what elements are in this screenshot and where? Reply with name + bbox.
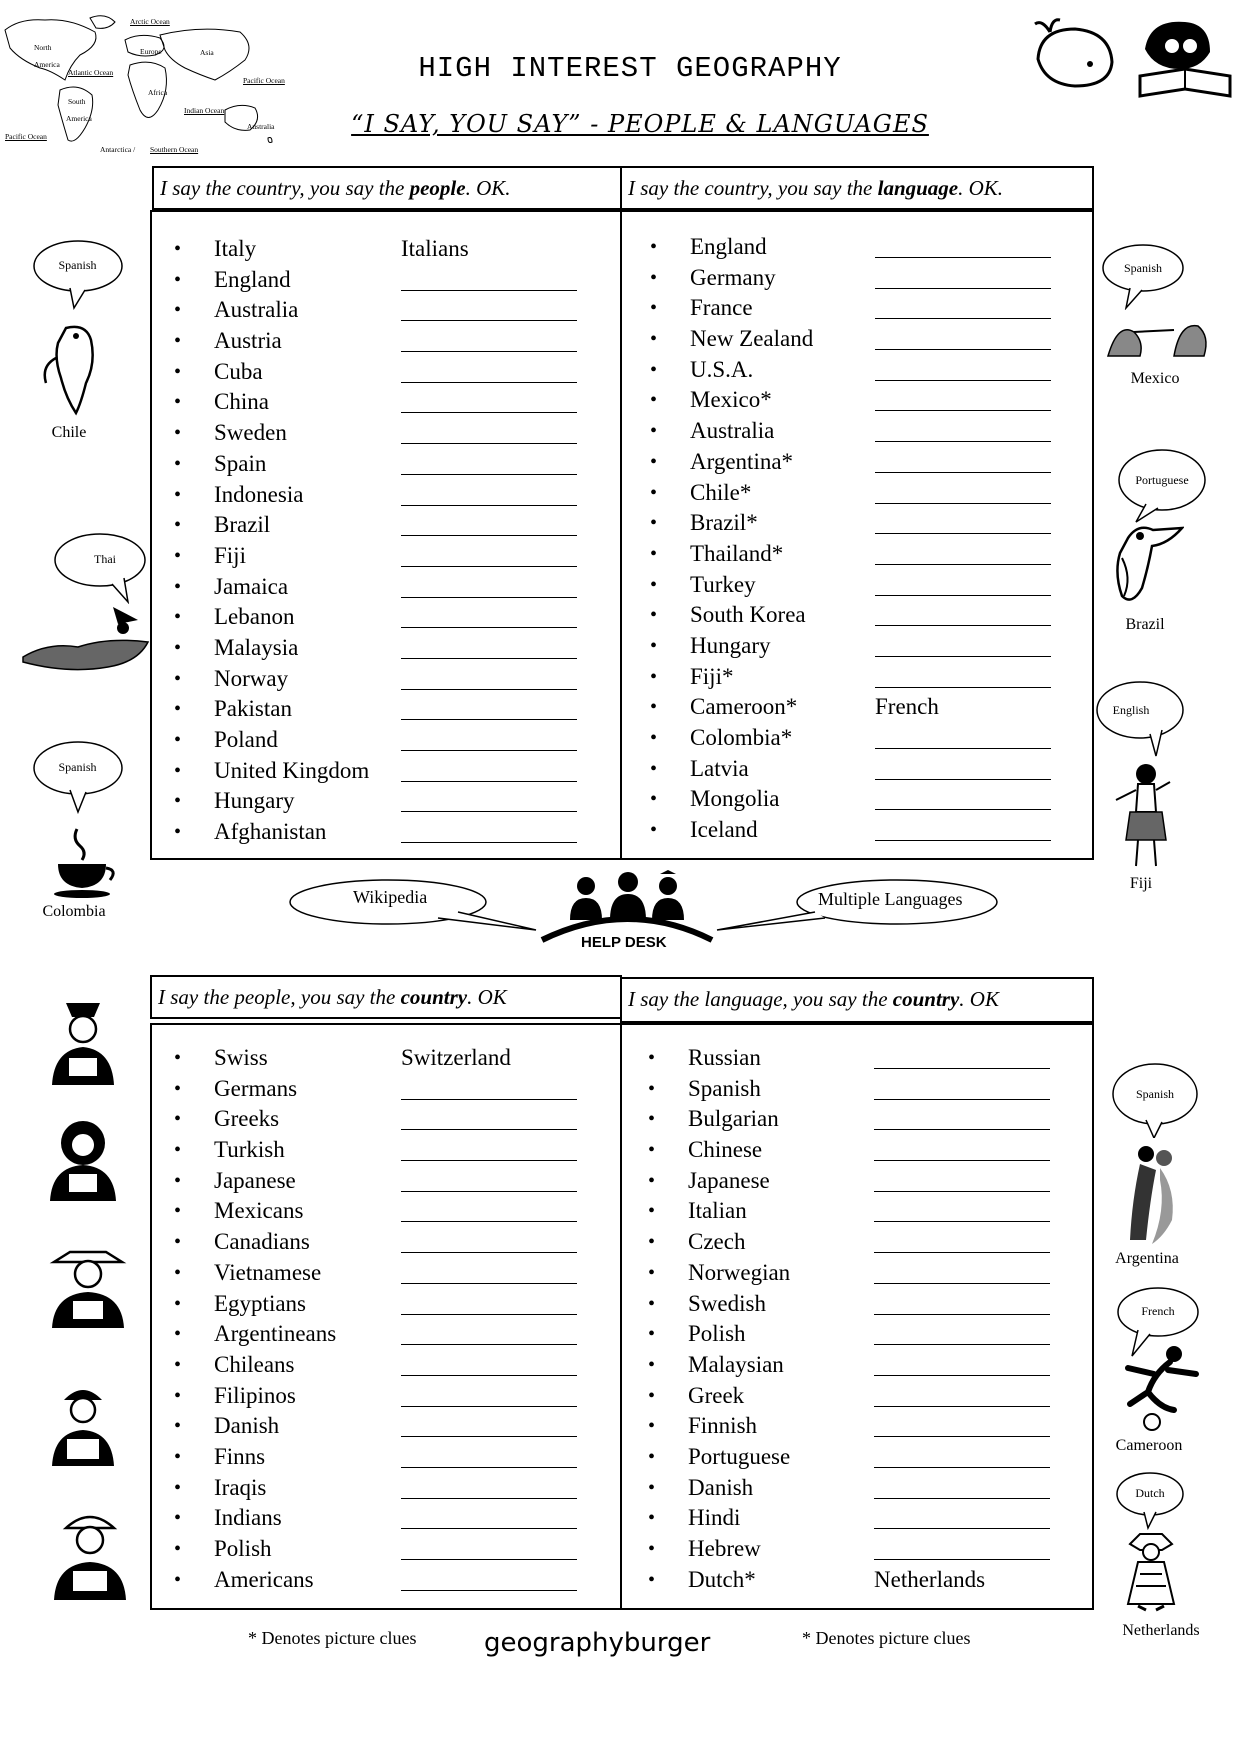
item-prompt: Lebanon bbox=[214, 604, 295, 630]
footer-note-right: * Denotes picture clues bbox=[802, 1628, 971, 1648]
mexico-bubble-text: Spanish bbox=[1123, 261, 1162, 275]
answer-blank[interactable] bbox=[401, 602, 577, 628]
item-prompt: Indonesia bbox=[214, 481, 304, 507]
item-prompt: Indians bbox=[214, 1505, 282, 1531]
item-prompt: China bbox=[214, 389, 269, 415]
language-heading-text: I say the country, you say the bbox=[628, 176, 878, 200]
chile-bubble-text: Spanish bbox=[58, 258, 97, 272]
item-prompt: Iceland bbox=[690, 817, 758, 843]
answer-blank[interactable] bbox=[874, 1350, 1050, 1376]
answer-blank[interactable] bbox=[875, 416, 1051, 442]
answer-blank[interactable] bbox=[874, 1411, 1050, 1437]
answer-blank[interactable] bbox=[401, 387, 577, 413]
item-prompt: Germany bbox=[690, 264, 776, 290]
person-icon-3 bbox=[44, 1238, 132, 1330]
item-prompt: Australia bbox=[214, 297, 299, 323]
mexico-label: Mexico bbox=[1130, 370, 1180, 387]
item-prompt: Swiss bbox=[214, 1045, 268, 1070]
cameroon-label: Cameroon bbox=[1115, 1437, 1183, 1454]
item-prompt: Bulgarian bbox=[688, 1106, 779, 1132]
item-prompt: Cameroon* bbox=[690, 694, 798, 720]
soccer-player-icon bbox=[1110, 1344, 1206, 1432]
thai-farmer-icon bbox=[18, 602, 153, 677]
item-prompt: England bbox=[690, 234, 767, 259]
language-to-country-heading bbox=[620, 977, 1094, 1023]
item-prompt: Australia bbox=[690, 418, 775, 444]
item-prompt: Greeks bbox=[214, 1106, 280, 1132]
item-prompt: Colombia* bbox=[690, 725, 793, 750]
language-to-country-heading-bold: country bbox=[892, 987, 960, 1011]
item-prompt: Poland bbox=[214, 727, 278, 752]
answer-blank[interactable] bbox=[401, 1135, 577, 1161]
map-label-australia: Australia bbox=[247, 122, 275, 131]
item-prompt: Norway bbox=[214, 665, 289, 691]
colombia-label: Colombia bbox=[42, 903, 106, 920]
answer-blank[interactable] bbox=[875, 600, 1051, 626]
item-prompt: Finns bbox=[214, 1443, 266, 1469]
page-title: HIGH INTEREST GEOGRAPHY bbox=[418, 52, 842, 85]
item-prompt: Chile* bbox=[690, 479, 752, 505]
answer-blank[interactable] bbox=[401, 1534, 577, 1560]
item-prompt: Greek bbox=[688, 1382, 745, 1408]
people-heading-bold: people bbox=[409, 176, 466, 200]
item-prompt: Turkish bbox=[214, 1137, 285, 1163]
answer-blank[interactable] bbox=[401, 1565, 577, 1591]
netherlands-bubble-text: Dutch bbox=[1135, 1486, 1165, 1500]
item-prompt: Hungary bbox=[690, 632, 771, 658]
item-prompt: Fiji* bbox=[690, 663, 734, 689]
people-to-country-heading bbox=[150, 975, 622, 1019]
item-answer: Italians bbox=[401, 236, 469, 261]
mexican-dancers-icon bbox=[1104, 312, 1214, 360]
item-prompt: Brazil bbox=[214, 512, 271, 538]
answer-blank[interactable] bbox=[875, 784, 1051, 810]
cameroon-bubble-text: French bbox=[1141, 1304, 1175, 1318]
answer-blank[interactable] bbox=[401, 725, 577, 751]
netherlands-speech-bubble bbox=[1114, 1470, 1186, 1530]
item-prompt: Hungary bbox=[214, 788, 295, 814]
answer-blank[interactable] bbox=[401, 1319, 577, 1345]
item-prompt: Argentineans bbox=[214, 1321, 337, 1347]
chile-label: Chile bbox=[51, 424, 87, 441]
answer-blank[interactable] bbox=[875, 385, 1051, 411]
map-label-indian: Indian Ocean bbox=[184, 106, 225, 115]
brazil-bubble-text: Portuguese bbox=[1135, 473, 1189, 487]
item-answer: Netherlands bbox=[874, 1566, 986, 1592]
answer-blank[interactable] bbox=[401, 1411, 577, 1437]
answer-blank[interactable] bbox=[401, 1258, 577, 1284]
answer-blank[interactable] bbox=[401, 480, 577, 506]
answer-blank[interactable] bbox=[401, 817, 577, 843]
answer-blank[interactable] bbox=[401, 1166, 577, 1192]
answer-blank[interactable] bbox=[401, 265, 577, 291]
language-heading-end: . OK. bbox=[958, 176, 1004, 200]
multiple-languages-bubble-label: Multiple Languages bbox=[818, 889, 963, 909]
item-prompt: Hebrew bbox=[688, 1536, 761, 1561]
item-prompt: Latvia bbox=[690, 755, 749, 781]
argentina-bubble-text: Spanish bbox=[1135, 1087, 1174, 1101]
item-prompt: Vietnamese bbox=[214, 1259, 322, 1285]
answer-blank[interactable] bbox=[401, 1350, 577, 1376]
answer-blank[interactable] bbox=[401, 572, 577, 598]
person-icon-1 bbox=[44, 995, 122, 1087]
answer-blank[interactable] bbox=[401, 664, 577, 690]
item-prompt: Mongolia bbox=[690, 786, 780, 812]
answer-blank[interactable] bbox=[401, 1104, 577, 1130]
answer-blank[interactable] bbox=[874, 1289, 1050, 1315]
toucan-icon bbox=[1108, 518, 1184, 608]
item-prompt: Japanese bbox=[214, 1167, 296, 1193]
item-prompt: Malaysia bbox=[214, 634, 299, 660]
argentina-speech-bubble bbox=[1110, 1060, 1200, 1138]
fiji-label: Fiji bbox=[1129, 875, 1153, 892]
answer-blank[interactable] bbox=[401, 418, 577, 444]
people-section-heading bbox=[152, 166, 622, 210]
answer-blank[interactable] bbox=[875, 263, 1051, 289]
colombia-bubble-text: Spanish bbox=[58, 760, 97, 774]
answer-blank[interactable] bbox=[874, 1258, 1050, 1284]
item-prompt: Danish bbox=[214, 1413, 280, 1439]
answer-blank[interactable] bbox=[401, 694, 577, 720]
item-prompt: Danish bbox=[688, 1474, 754, 1500]
netherlands-label: Netherlands bbox=[1122, 1622, 1200, 1639]
footer-note-left: * Denotes picture clues bbox=[248, 1628, 417, 1648]
answer-blank[interactable] bbox=[401, 449, 577, 475]
map-label-pacific-left: Pacific Ocean bbox=[5, 132, 47, 141]
item-prompt: Japanese bbox=[688, 1167, 770, 1193]
reader-icon bbox=[1130, 14, 1235, 104]
page-subtitle: “I SAY, YOU SAY” - PEOPLE & LANGUAGES bbox=[351, 110, 929, 138]
item-prompt: England bbox=[214, 266, 291, 292]
answer-blank[interactable] bbox=[874, 1135, 1050, 1161]
item-prompt: Afghanistan bbox=[214, 819, 327, 845]
answer-blank[interactable] bbox=[874, 1319, 1050, 1345]
answer-blank[interactable] bbox=[401, 357, 577, 383]
people-heading-text: I say the country, you say the bbox=[160, 176, 410, 200]
answer-blank[interactable] bbox=[875, 815, 1051, 841]
item-prompt: Sweden bbox=[214, 420, 287, 446]
wikipedia-bubble-label: Wikipedia bbox=[353, 887, 428, 907]
answer-blank[interactable] bbox=[401, 1196, 577, 1222]
answer-blank[interactable] bbox=[874, 1104, 1050, 1130]
item-prompt: Mexicans bbox=[214, 1198, 304, 1224]
item-prompt: Italy bbox=[214, 236, 257, 261]
answer-blank[interactable] bbox=[875, 324, 1051, 350]
people-to-country-heading-text: I say the people, you say the bbox=[158, 985, 401, 1009]
item-prompt: Filipinos bbox=[214, 1382, 296, 1408]
item-prompt: Czech bbox=[688, 1229, 746, 1255]
item-prompt: U.S.A. bbox=[690, 356, 754, 382]
answer-blank[interactable] bbox=[875, 447, 1051, 473]
language-heading-bold: language bbox=[877, 176, 959, 200]
answer-blank[interactable] bbox=[875, 293, 1051, 319]
answer-blank[interactable] bbox=[875, 539, 1051, 565]
item-prompt: Russian bbox=[688, 1045, 761, 1070]
map-label-america-south: America bbox=[66, 114, 92, 123]
map-label-pacific-right: Pacific Ocean bbox=[243, 76, 285, 85]
person-icon-5 bbox=[48, 1506, 132, 1602]
item-prompt: Hindi bbox=[688, 1505, 741, 1531]
language-to-country-heading-end: . OK bbox=[959, 987, 999, 1011]
item-prompt: Austria bbox=[214, 328, 282, 354]
map-label-africa: Africa bbox=[148, 88, 168, 97]
people-heading-end: . OK. bbox=[465, 176, 511, 200]
answer-blank[interactable] bbox=[401, 1289, 577, 1315]
fiji-bubble-text: English bbox=[1112, 703, 1150, 717]
item-prompt: Spain bbox=[214, 450, 267, 476]
chile-speech-bubble bbox=[30, 238, 125, 310]
map-label-southern: Southern Ocean bbox=[150, 145, 199, 154]
answer-blank[interactable] bbox=[875, 232, 1051, 258]
answer-blank[interactable] bbox=[875, 355, 1051, 381]
map-label-antarctica: Antarctica / bbox=[100, 145, 136, 154]
answer-blank[interactable] bbox=[874, 1473, 1050, 1499]
answer-blank[interactable] bbox=[875, 631, 1051, 657]
item-prompt: Portuguese bbox=[688, 1443, 791, 1469]
item-prompt: Spanish bbox=[688, 1075, 761, 1101]
map-label-america: America bbox=[34, 60, 60, 69]
people-to-country-heading-end: . OK bbox=[467, 985, 507, 1009]
item-prompt: Argentina* bbox=[690, 448, 794, 474]
answer-blank[interactable] bbox=[875, 754, 1051, 780]
mexico-speech-bubble bbox=[1100, 242, 1186, 310]
item-prompt: Canadians bbox=[214, 1229, 310, 1255]
answer-blank[interactable] bbox=[401, 786, 577, 812]
item-prompt: Iraqis bbox=[214, 1474, 267, 1500]
answer-blank[interactable] bbox=[401, 756, 577, 782]
item-prompt: France bbox=[690, 295, 753, 321]
answer-blank[interactable] bbox=[874, 1196, 1050, 1222]
brazil-label: Brazil bbox=[1125, 616, 1165, 633]
answer-blank[interactable] bbox=[874, 1166, 1050, 1192]
answer-blank[interactable] bbox=[401, 1381, 577, 1407]
argentina-label: Argentina bbox=[1115, 1250, 1179, 1267]
colombia-speech-bubble bbox=[30, 738, 125, 814]
item-prompt: Turkey bbox=[690, 571, 756, 597]
item-prompt: Polish bbox=[214, 1536, 272, 1561]
brand-text: geographyburger bbox=[484, 1628, 711, 1658]
answer-blank[interactable] bbox=[401, 633, 577, 659]
answer-blank[interactable] bbox=[401, 295, 577, 321]
item-prompt: Pakistan bbox=[214, 696, 292, 722]
answer-blank[interactable] bbox=[875, 723, 1051, 749]
answer-blank[interactable] bbox=[875, 662, 1051, 688]
dutch-girl-icon bbox=[1120, 1530, 1182, 1612]
answer-blank[interactable] bbox=[401, 1503, 577, 1529]
item-prompt: Americans bbox=[214, 1566, 314, 1592]
item-prompt: Polish bbox=[688, 1321, 746, 1347]
item-prompt: Norwegian bbox=[688, 1259, 791, 1285]
item-prompt: Malaysian bbox=[688, 1351, 784, 1377]
item-prompt: Fiji bbox=[214, 542, 246, 568]
item-answer: French bbox=[875, 694, 939, 720]
map-label-europe: Europe bbox=[140, 47, 162, 56]
answer-blank[interactable] bbox=[401, 326, 577, 352]
coffee-cup-icon bbox=[52, 824, 118, 898]
item-prompt: Italian bbox=[688, 1198, 747, 1224]
fiji-dancer-icon bbox=[1110, 760, 1176, 870]
answer-blank[interactable] bbox=[874, 1534, 1050, 1560]
item-prompt: Cuba bbox=[214, 358, 263, 384]
item-answer: Switzerland bbox=[401, 1045, 511, 1070]
thai-bubble-text: Thai bbox=[94, 552, 116, 566]
tango-dancers-icon bbox=[1116, 1140, 1196, 1248]
answer-blank[interactable] bbox=[874, 1043, 1050, 1069]
parrot-icon bbox=[36, 318, 106, 418]
person-icon-2 bbox=[44, 1115, 122, 1203]
answer-blank[interactable] bbox=[874, 1381, 1050, 1407]
fiji-speech-bubble bbox=[1094, 678, 1186, 758]
item-prompt: Thailand* bbox=[690, 540, 784, 566]
people-to-country-heading-bold: country bbox=[400, 985, 468, 1009]
person-icon-4 bbox=[44, 1380, 122, 1468]
map-label-atlantic: Atlantic Ocean bbox=[68, 68, 114, 77]
map-label-asia: Asia bbox=[200, 48, 214, 57]
map-label-north: North bbox=[34, 43, 52, 52]
answer-blank[interactable] bbox=[401, 1442, 577, 1468]
map-label-south: South bbox=[68, 97, 86, 106]
answer-blank[interactable] bbox=[875, 508, 1051, 534]
answer-blank[interactable] bbox=[874, 1503, 1050, 1529]
thai-speech-bubble bbox=[52, 530, 148, 604]
item-prompt: South Korea bbox=[690, 602, 806, 628]
item-prompt: Dutch* bbox=[688, 1566, 756, 1592]
answer-blank[interactable] bbox=[401, 510, 577, 536]
item-prompt: Brazil* bbox=[690, 510, 758, 536]
item-prompt: Chileans bbox=[214, 1351, 295, 1377]
brazil-speech-bubble bbox=[1116, 446, 1208, 524]
answer-blank[interactable] bbox=[401, 1473, 577, 1499]
item-prompt: Germans bbox=[214, 1075, 298, 1101]
answer-blank[interactable] bbox=[874, 1442, 1050, 1468]
answer-blank[interactable] bbox=[401, 541, 577, 567]
language-to-country-heading-text: I say the language, you say the bbox=[628, 987, 893, 1011]
answer-blank[interactable] bbox=[874, 1227, 1050, 1253]
item-prompt: Swedish bbox=[688, 1290, 766, 1316]
item-prompt: New Zealand bbox=[690, 326, 814, 352]
map-label-arctic: Arctic Ocean bbox=[130, 17, 170, 26]
help-desk-label: HELP DESK bbox=[581, 934, 667, 951]
answer-blank[interactable] bbox=[875, 570, 1051, 596]
item-prompt: Egyptians bbox=[214, 1290, 306, 1316]
item-prompt: Finnish bbox=[688, 1413, 758, 1439]
world-map bbox=[0, 10, 300, 160]
answer-blank[interactable] bbox=[401, 1227, 577, 1253]
language-section-heading bbox=[620, 166, 1094, 210]
item-prompt: Chinese bbox=[688, 1137, 763, 1163]
item-prompt: Jamaica bbox=[214, 573, 289, 599]
whale-icon bbox=[1030, 14, 1120, 94]
item-prompt: United Kingdom bbox=[214, 757, 370, 783]
answer-blank[interactable] bbox=[874, 1074, 1050, 1100]
item-prompt: Mexico* bbox=[690, 387, 772, 413]
answer-blank[interactable] bbox=[875, 478, 1051, 504]
answer-blank[interactable] bbox=[401, 1074, 577, 1100]
